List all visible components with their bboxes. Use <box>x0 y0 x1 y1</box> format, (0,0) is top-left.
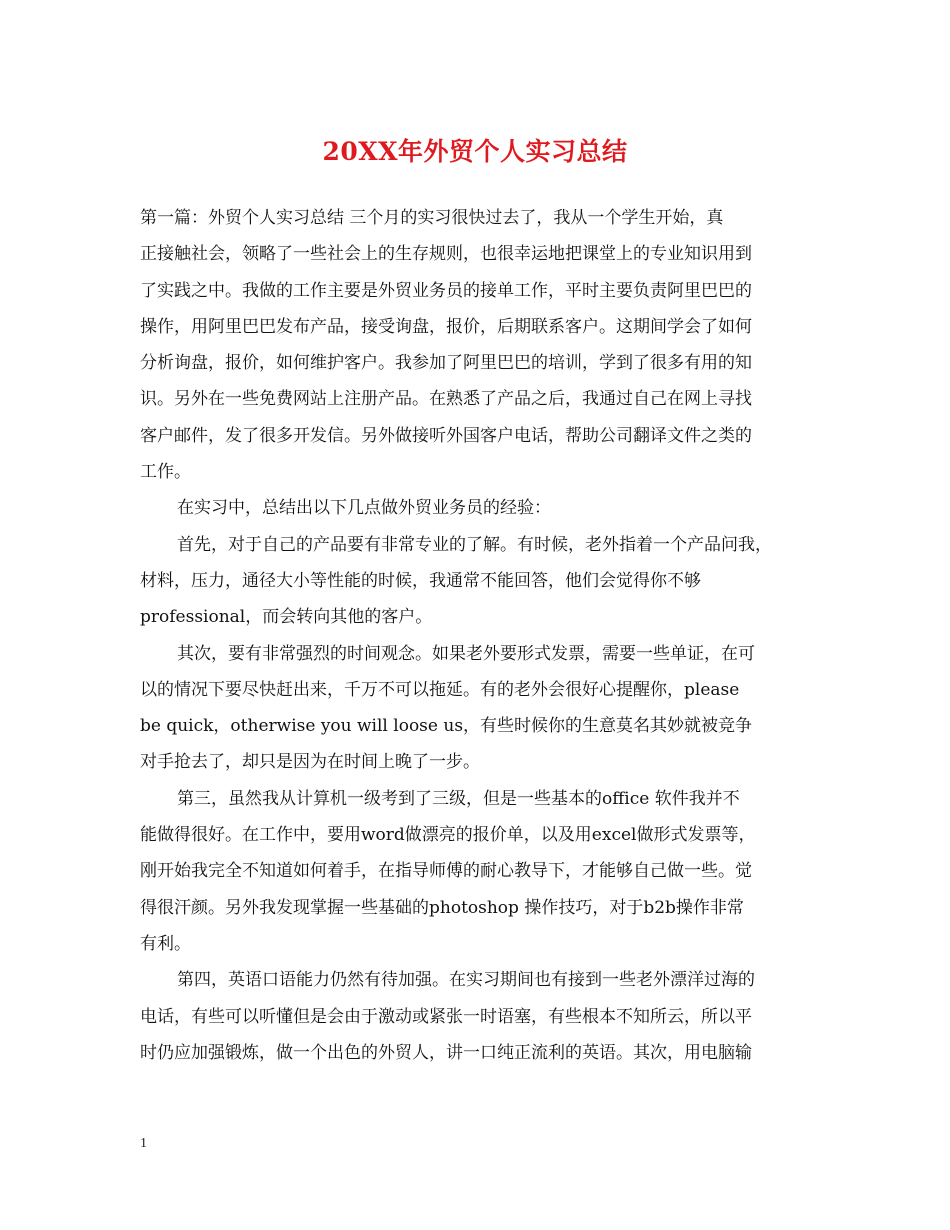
document-title: 20XX年外贸个人实习总结 <box>322 137 628 166</box>
body-line: 以的情况下要尽快赶出来，千万不可以拖延。有的老外会很好心提醒你，please <box>140 679 740 700</box>
body-line: professional，而会转向其他的客户。 <box>140 607 433 628</box>
document-body <box>140 200 820 1071</box>
body-line: 首先，对于自己的产品要有非常专业的了解。有时候，老外指着一个产品问我， <box>177 534 772 555</box>
body-line: 得很汗颜。另外我发现掌握一些基础的photoshop 操作技巧，对于b2b操作非常 <box>140 897 744 918</box>
body-line: 工作。 <box>140 462 191 483</box>
body-line: 其次，要有非常强烈的时间观念。如果老外要形式发票，需要一些单证，在可 <box>177 643 755 664</box>
body-line-text: 第一篇：外贸个人实习总结 三个月的实习很快过去了，我从一个学生开始，真 <box>140 208 724 228</box>
body-line: 操作，用阿里巴巴发布产品，接受询盘，报价，后期联系客户。这期间学会了如何 <box>140 316 752 337</box>
page-number: 1 <box>140 1136 147 1151</box>
body-line: 电话，有些可以听懂但是会由于激动或紧张一时语塞，有些根本不知所云，所以平 <box>140 1006 752 1027</box>
body-line: 识。另外在一些免费网站上注册产品。在熟悉了产品之后，我通过自己在网上寻找 <box>140 389 752 410</box>
body-line: 第四，英语口语能力仍然有待加强。在实习期间也有接到一些老外漂洋过海的 <box>177 970 755 991</box>
body-line: 正接触社会，领略了一些社会上的生存规则，也很幸运地把课堂上的专业知识用到 <box>140 244 752 265</box>
body-line: 第三，虽然我从计算机一级考到了三级，但是一些基本的office 软件我并不 <box>177 788 740 809</box>
body-line: 有利。 <box>140 933 191 954</box>
body-line: 客户邮件，发了很多开发信。另外做接听外国客户电话，帮助公司翻译文件之类的 <box>140 425 752 446</box>
body-line: 了实践之中。我做的工作主要是外贸业务员的接单工作，平时主要负责阿里巴巴的 <box>140 280 752 301</box>
body-line: be quick，otherwise you will loose us，有些时候你的生意莫名其妙就被竞争 <box>140 716 753 737</box>
body-line: 分析询盘，报价，如何维护客户。我参加了阿里巴巴的培训，学到了很多有用的知 <box>140 353 752 374</box>
body-line <box>140 200 820 236</box>
body-line: 材料，压力，通径大小等性能的时候，我通常不能回答，他们会觉得你不够 <box>140 570 701 591</box>
body-line: 对手抢去了，却只是因为在时间上晚了一步。 <box>140 752 480 773</box>
body-line: 能做得很好。在工作中，要用word做漂亮的报价单，以及用excel做形式发票等， <box>140 825 756 846</box>
body-line: 在实习中，总结出以下几点做外贸业务员的经验： <box>177 498 551 519</box>
body-line: 刚开始我完全不知道如何着手，在指导师傅的耐心教导下，才能够自己做一些。觉 <box>140 861 752 882</box>
body-line: 时仍应加强锻炼，做一个出色的外贸人，讲一口纯正流利的英语。其次，用电脑输 <box>140 1042 752 1063</box>
